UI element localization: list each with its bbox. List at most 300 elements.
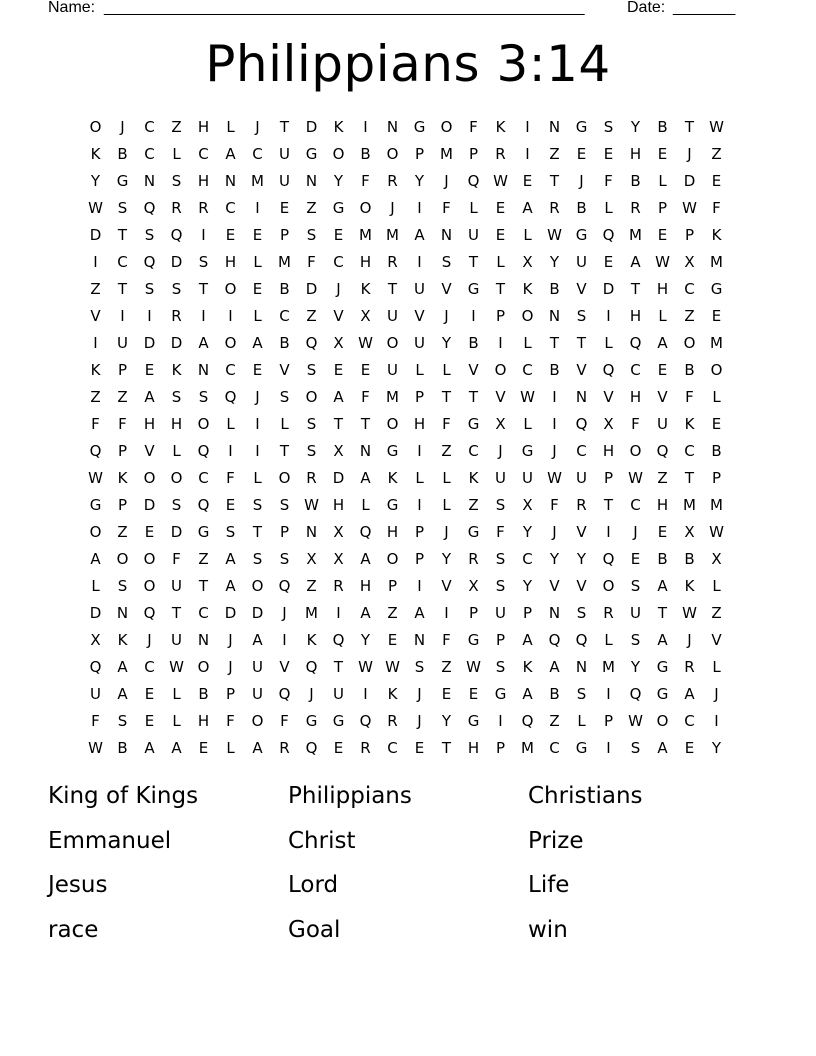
- grid-letter[interactable]: D: [89, 225, 102, 244]
- grid-letter[interactable]: O: [143, 576, 156, 595]
- grid-letter[interactable]: R: [468, 549, 479, 568]
- grid-letter[interactable]: H: [413, 414, 426, 433]
- grid-letter[interactable]: C: [684, 279, 695, 298]
- grid-letter[interactable]: E: [711, 414, 722, 433]
- grid-letter[interactable]: H: [170, 414, 183, 433]
- grid-letter[interactable]: S: [279, 387, 290, 406]
- grid-letter[interactable]: X: [711, 549, 722, 568]
- grid-letter[interactable]: J: [390, 198, 395, 217]
- grid-letter[interactable]: U: [414, 279, 425, 298]
- grid-letter[interactable]: C: [225, 198, 236, 217]
- grid-letter[interactable]: K: [711, 225, 722, 244]
- grid-letter[interactable]: A: [414, 603, 425, 622]
- grid-letter[interactable]: I: [201, 225, 206, 244]
- grid-letter[interactable]: U: [171, 576, 182, 595]
- grid-letter[interactable]: Y: [333, 171, 344, 190]
- grid-letter[interactable]: U: [657, 414, 668, 433]
- grid-letter[interactable]: C: [684, 711, 695, 730]
- grid-letter[interactable]: G: [575, 117, 588, 136]
- grid-letter[interactable]: D: [170, 522, 183, 541]
- grid-letter[interactable]: Z: [306, 198, 317, 217]
- grid-letter[interactable]: M: [440, 144, 453, 163]
- grid-letter[interactable]: C: [576, 441, 587, 460]
- grid-letter[interactable]: D: [224, 603, 237, 622]
- grid-letter[interactable]: M: [278, 252, 291, 271]
- grid-letter[interactable]: I: [525, 144, 530, 163]
- grid-letter[interactable]: P: [414, 522, 425, 541]
- grid-letter[interactable]: J: [255, 387, 260, 406]
- grid-letter[interactable]: P: [657, 198, 668, 217]
- grid-letter[interactable]: E: [144, 684, 155, 703]
- grid-letter[interactable]: S: [414, 657, 425, 676]
- grid-letter[interactable]: G: [197, 522, 210, 541]
- grid-letter[interactable]: L: [712, 657, 721, 676]
- grid-letter[interactable]: T: [117, 279, 128, 298]
- grid-letter[interactable]: B: [576, 198, 587, 217]
- grid-letter[interactable]: S: [252, 495, 263, 514]
- grid-letter[interactable]: S: [171, 495, 182, 514]
- grid-letter[interactable]: F: [469, 117, 478, 136]
- grid-letter[interactable]: L: [226, 414, 235, 433]
- grid-letter[interactable]: X: [90, 630, 101, 649]
- grid-letter[interactable]: O: [440, 117, 453, 136]
- grid-letter[interactable]: O: [656, 711, 669, 730]
- grid-letter[interactable]: L: [604, 630, 613, 649]
- grid-letter[interactable]: F: [172, 549, 181, 568]
- grid-letter[interactable]: O: [521, 306, 534, 325]
- grid-letter[interactable]: B: [549, 279, 560, 298]
- grid-letter[interactable]: O: [143, 549, 156, 568]
- grid-letter[interactable]: M: [251, 171, 264, 190]
- grid-letter[interactable]: H: [197, 171, 210, 190]
- grid-letter[interactable]: K: [333, 117, 344, 136]
- grid-letter[interactable]: M: [683, 495, 696, 514]
- grid-letter[interactable]: X: [333, 549, 344, 568]
- grid-letter[interactable]: A: [252, 738, 263, 757]
- grid-letter[interactable]: Q: [305, 657, 318, 676]
- grid-letter[interactable]: S: [252, 549, 263, 568]
- grid-letter[interactable]: S: [198, 387, 209, 406]
- grid-letter[interactable]: I: [498, 711, 503, 730]
- grid-letter[interactable]: Q: [170, 225, 183, 244]
- grid-letter[interactable]: F: [442, 414, 451, 433]
- grid-letter[interactable]: A: [360, 468, 371, 487]
- grid-letter[interactable]: I: [552, 387, 557, 406]
- grid-letter[interactable]: E: [522, 171, 533, 190]
- grid-letter[interactable]: E: [225, 495, 236, 514]
- grid-letter[interactable]: W: [358, 657, 373, 676]
- grid-letter[interactable]: D: [305, 279, 318, 298]
- grid-letter[interactable]: V: [576, 279, 587, 298]
- grid-letter[interactable]: L: [280, 414, 289, 433]
- grid-letter[interactable]: L: [172, 684, 181, 703]
- grid-letter[interactable]: E: [279, 198, 290, 217]
- grid-letter[interactable]: O: [494, 360, 507, 379]
- grid-letter[interactable]: E: [144, 711, 155, 730]
- grid-letter[interactable]: U: [576, 468, 587, 487]
- grid-letter[interactable]: V: [90, 306, 101, 325]
- grid-letter[interactable]: U: [522, 468, 533, 487]
- grid-letter[interactable]: W: [358, 333, 373, 352]
- grid-letter[interactable]: H: [224, 252, 237, 271]
- grid-letter[interactable]: Q: [278, 684, 291, 703]
- grid-letter[interactable]: I: [606, 738, 611, 757]
- grid-letter[interactable]: M: [602, 657, 615, 676]
- grid-letter[interactable]: Q: [305, 333, 318, 352]
- grid-letter[interactable]: I: [201, 306, 206, 325]
- grid-letter[interactable]: L: [469, 198, 478, 217]
- name-field[interactable]: ______________________________________________________: [104, 0, 585, 16]
- grid-letter[interactable]: Q: [521, 711, 534, 730]
- grid-letter[interactable]: O: [359, 198, 372, 217]
- grid-letter[interactable]: J: [255, 117, 260, 136]
- grid-letter[interactable]: F: [226, 711, 235, 730]
- grid-letter[interactable]: J: [228, 657, 233, 676]
- grid-letter[interactable]: R: [306, 468, 317, 487]
- grid-letter[interactable]: Z: [549, 711, 560, 730]
- grid-letter[interactable]: L: [172, 711, 181, 730]
- grid-letter[interactable]: A: [198, 333, 209, 352]
- grid-letter[interactable]: I: [444, 603, 449, 622]
- grid-letter[interactable]: J: [309, 684, 314, 703]
- grid-letter[interactable]: S: [171, 279, 182, 298]
- grid-letter[interactable]: G: [467, 630, 480, 649]
- grid-letter[interactable]: E: [576, 144, 587, 163]
- grid-letter[interactable]: B: [684, 360, 695, 379]
- grid-letter[interactable]: I: [228, 306, 233, 325]
- grid-letter[interactable]: H: [359, 576, 372, 595]
- grid-letter[interactable]: J: [444, 306, 449, 325]
- grid-letter[interactable]: C: [279, 306, 290, 325]
- grid-letter[interactable]: T: [441, 387, 452, 406]
- grid-letter[interactable]: U: [279, 144, 290, 163]
- grid-letter[interactable]: Z: [441, 441, 452, 460]
- grid-letter[interactable]: T: [684, 468, 695, 487]
- grid-letter[interactable]: W: [682, 603, 697, 622]
- grid-letter[interactable]: G: [467, 279, 480, 298]
- grid-letter[interactable]: G: [116, 171, 129, 190]
- grid-letter[interactable]: T: [198, 279, 209, 298]
- grid-letter[interactable]: K: [171, 360, 182, 379]
- grid-letter[interactable]: V: [414, 306, 425, 325]
- grid-letter[interactable]: V: [441, 576, 452, 595]
- grid-letter[interactable]: K: [684, 414, 695, 433]
- grid-letter[interactable]: R: [198, 198, 209, 217]
- grid-letter[interactable]: Y: [522, 522, 533, 541]
- grid-letter[interactable]: Z: [549, 144, 560, 163]
- grid-letter[interactable]: Y: [549, 252, 560, 271]
- grid-letter[interactable]: S: [306, 225, 317, 244]
- grid-letter[interactable]: B: [468, 333, 479, 352]
- grid-letter[interactable]: L: [658, 306, 667, 325]
- grid-letter[interactable]: R: [387, 252, 398, 271]
- grid-letter[interactable]: T: [279, 117, 290, 136]
- grid-letter[interactable]: A: [657, 738, 668, 757]
- grid-letter[interactable]: W: [628, 711, 643, 730]
- grid-letter[interactable]: G: [386, 495, 399, 514]
- grid-letter[interactable]: I: [417, 495, 422, 514]
- grid-letter[interactable]: Y: [360, 630, 371, 649]
- grid-letter[interactable]: A: [117, 684, 128, 703]
- grid-letter[interactable]: F: [307, 252, 316, 271]
- grid-letter[interactable]: Q: [359, 711, 372, 730]
- grid-letter[interactable]: V: [495, 387, 506, 406]
- grid-letter[interactable]: J: [687, 630, 692, 649]
- grid-letter[interactable]: C: [117, 252, 128, 271]
- grid-letter[interactable]: E: [495, 198, 506, 217]
- grid-letter[interactable]: L: [226, 117, 235, 136]
- grid-letter[interactable]: E: [657, 144, 668, 163]
- grid-letter[interactable]: K: [360, 279, 371, 298]
- grid-letter[interactable]: J: [714, 684, 719, 703]
- grid-letter[interactable]: S: [495, 657, 506, 676]
- grid-letter[interactable]: T: [576, 333, 587, 352]
- grid-letter[interactable]: Q: [575, 630, 588, 649]
- grid-letter[interactable]: I: [255, 198, 260, 217]
- grid-letter[interactable]: H: [602, 441, 615, 460]
- grid-letter[interactable]: C: [630, 495, 641, 514]
- grid-letter[interactable]: G: [575, 738, 588, 757]
- grid-letter[interactable]: N: [143, 171, 156, 190]
- grid-letter[interactable]: S: [198, 252, 209, 271]
- grid-letter[interactable]: L: [523, 225, 532, 244]
- grid-letter[interactable]: K: [522, 279, 533, 298]
- grid-letter[interactable]: J: [147, 630, 152, 649]
- grid-letter[interactable]: C: [522, 549, 533, 568]
- grid-letter[interactable]: M: [386, 387, 399, 406]
- grid-letter[interactable]: K: [306, 630, 317, 649]
- grid-letter[interactable]: M: [710, 252, 723, 271]
- grid-letter[interactable]: L: [523, 414, 532, 433]
- grid-letter[interactable]: S: [441, 252, 452, 271]
- grid-letter[interactable]: U: [468, 225, 479, 244]
- grid-letter[interactable]: O: [602, 576, 615, 595]
- grid-letter[interactable]: I: [255, 441, 260, 460]
- grid-letter[interactable]: O: [170, 468, 183, 487]
- grid-letter[interactable]: U: [414, 333, 425, 352]
- grid-letter[interactable]: N: [575, 657, 588, 676]
- grid-letter[interactable]: U: [495, 603, 506, 622]
- grid-letter[interactable]: L: [253, 306, 262, 325]
- grid-letter[interactable]: S: [603, 117, 614, 136]
- grid-letter[interactable]: L: [415, 468, 424, 487]
- grid-letter[interactable]: T: [387, 279, 398, 298]
- grid-letter[interactable]: O: [224, 279, 237, 298]
- grid-letter[interactable]: P: [387, 576, 398, 595]
- grid-letter[interactable]: K: [684, 576, 695, 595]
- grid-letter[interactable]: S: [306, 441, 317, 460]
- grid-letter[interactable]: E: [414, 738, 425, 757]
- grid-letter[interactable]: O: [251, 711, 264, 730]
- grid-letter[interactable]: A: [171, 738, 182, 757]
- grid-letter[interactable]: F: [631, 414, 640, 433]
- grid-letter[interactable]: T: [198, 576, 209, 595]
- grid-letter[interactable]: Z: [441, 657, 452, 676]
- grid-letter[interactable]: B: [630, 171, 641, 190]
- grid-letter[interactable]: H: [359, 252, 372, 271]
- grid-letter[interactable]: A: [414, 225, 425, 244]
- grid-letter[interactable]: Q: [629, 333, 642, 352]
- grid-letter[interactable]: P: [414, 144, 425, 163]
- grid-letter[interactable]: F: [91, 711, 100, 730]
- grid-letter[interactable]: B: [549, 684, 560, 703]
- grid-letter[interactable]: Q: [629, 684, 642, 703]
- grid-letter[interactable]: O: [89, 522, 102, 541]
- grid-letter[interactable]: I: [255, 414, 260, 433]
- grid-letter[interactable]: S: [117, 198, 128, 217]
- grid-letter[interactable]: S: [495, 495, 506, 514]
- grid-letter[interactable]: X: [603, 414, 614, 433]
- grid-letter[interactable]: R: [333, 576, 344, 595]
- grid-letter[interactable]: L: [442, 360, 451, 379]
- grid-letter[interactable]: T: [468, 252, 479, 271]
- grid-letter[interactable]: W: [466, 657, 481, 676]
- grid-letter[interactable]: D: [143, 333, 156, 352]
- grid-letter[interactable]: Y: [522, 576, 533, 595]
- grid-letter[interactable]: O: [386, 144, 399, 163]
- grid-letter[interactable]: Y: [549, 549, 560, 568]
- grid-letter[interactable]: Q: [602, 360, 615, 379]
- grid-letter[interactable]: N: [575, 387, 588, 406]
- grid-letter[interactable]: H: [629, 144, 642, 163]
- grid-letter[interactable]: S: [225, 522, 236, 541]
- grid-letter[interactable]: H: [197, 711, 210, 730]
- grid-letter[interactable]: V: [576, 360, 587, 379]
- grid-letter[interactable]: X: [333, 522, 344, 541]
- grid-letter[interactable]: I: [363, 117, 368, 136]
- grid-letter[interactable]: C: [333, 252, 344, 271]
- grid-letter[interactable]: L: [172, 144, 181, 163]
- grid-letter[interactable]: B: [711, 441, 722, 460]
- grid-letter[interactable]: A: [360, 603, 371, 622]
- grid-letter[interactable]: H: [656, 495, 669, 514]
- grid-letter[interactable]: J: [498, 441, 503, 460]
- grid-letter[interactable]: E: [360, 360, 371, 379]
- grid-letter[interactable]: K: [495, 117, 506, 136]
- grid-letter[interactable]: G: [656, 684, 669, 703]
- grid-letter[interactable]: T: [630, 279, 641, 298]
- grid-letter[interactable]: H: [197, 117, 210, 136]
- grid-letter[interactable]: F: [361, 387, 370, 406]
- grid-letter[interactable]: E: [441, 684, 452, 703]
- grid-letter[interactable]: X: [684, 522, 695, 541]
- grid-letter[interactable]: D: [683, 171, 696, 190]
- grid-letter[interactable]: T: [603, 495, 614, 514]
- grid-letter[interactable]: U: [171, 630, 182, 649]
- grid-letter[interactable]: L: [604, 333, 613, 352]
- grid-letter[interactable]: J: [417, 711, 422, 730]
- grid-letter[interactable]: O: [305, 387, 318, 406]
- grid-letter[interactable]: G: [467, 711, 480, 730]
- grid-letter[interactable]: E: [333, 738, 344, 757]
- grid-letter[interactable]: M: [710, 333, 723, 352]
- grid-letter[interactable]: A: [549, 657, 560, 676]
- grid-letter[interactable]: F: [712, 198, 721, 217]
- grid-letter[interactable]: L: [577, 711, 586, 730]
- grid-letter[interactable]: P: [468, 603, 479, 622]
- grid-letter[interactable]: B: [360, 144, 371, 163]
- grid-letter[interactable]: W: [520, 387, 535, 406]
- grid-letter[interactable]: I: [282, 630, 287, 649]
- grid-letter[interactable]: X: [333, 441, 344, 460]
- grid-letter[interactable]: Q: [197, 441, 210, 460]
- grid-letter[interactable]: J: [228, 630, 233, 649]
- grid-letter[interactable]: S: [630, 630, 641, 649]
- grid-letter[interactable]: C: [522, 360, 533, 379]
- grid-letter[interactable]: D: [602, 279, 615, 298]
- grid-letter[interactable]: P: [414, 549, 425, 568]
- grid-letter[interactable]: T: [549, 333, 560, 352]
- grid-letter[interactable]: Z: [711, 603, 722, 622]
- grid-letter[interactable]: H: [629, 387, 642, 406]
- grid-letter[interactable]: S: [306, 360, 317, 379]
- grid-letter[interactable]: Q: [143, 603, 156, 622]
- grid-letter[interactable]: U: [333, 684, 344, 703]
- grid-letter[interactable]: A: [90, 549, 101, 568]
- grid-letter[interactable]: G: [494, 684, 507, 703]
- grid-letter[interactable]: I: [471, 306, 476, 325]
- grid-letter[interactable]: I: [606, 306, 611, 325]
- grid-letter[interactable]: S: [630, 738, 641, 757]
- grid-letter[interactable]: P: [684, 225, 695, 244]
- grid-letter[interactable]: T: [279, 441, 290, 460]
- grid-letter[interactable]: Z: [684, 306, 695, 325]
- grid-letter[interactable]: X: [306, 549, 317, 568]
- grid-letter[interactable]: E: [252, 279, 263, 298]
- grid-letter[interactable]: W: [709, 522, 724, 541]
- grid-letter[interactable]: R: [549, 198, 560, 217]
- grid-letter[interactable]: G: [413, 117, 426, 136]
- grid-letter[interactable]: J: [336, 279, 341, 298]
- grid-letter[interactable]: P: [279, 522, 290, 541]
- grid-letter[interactable]: V: [576, 522, 587, 541]
- grid-letter[interactable]: Q: [305, 738, 318, 757]
- grid-letter[interactable]: H: [467, 738, 480, 757]
- grid-letter[interactable]: W: [385, 657, 400, 676]
- grid-letter[interactable]: C: [468, 441, 479, 460]
- grid-letter[interactable]: Q: [656, 441, 669, 460]
- grid-letter[interactable]: Q: [89, 657, 102, 676]
- grid-letter[interactable]: T: [495, 279, 506, 298]
- grid-letter[interactable]: A: [225, 144, 236, 163]
- grid-letter[interactable]: P: [468, 144, 479, 163]
- grid-letter[interactable]: E: [684, 738, 695, 757]
- grid-letter[interactable]: R: [603, 603, 614, 622]
- grid-letter[interactable]: M: [386, 225, 399, 244]
- grid-letter[interactable]: I: [93, 252, 98, 271]
- grid-letter[interactable]: S: [279, 495, 290, 514]
- grid-letter[interactable]: V: [576, 576, 587, 595]
- grid-letter[interactable]: L: [253, 468, 262, 487]
- grid-letter[interactable]: P: [117, 441, 128, 460]
- grid-letter[interactable]: F: [496, 522, 505, 541]
- grid-letter[interactable]: F: [442, 630, 451, 649]
- grid-letter[interactable]: B: [279, 279, 290, 298]
- grid-letter[interactable]: Z: [657, 468, 668, 487]
- grid-letter[interactable]: V: [441, 279, 452, 298]
- grid-letter[interactable]: A: [117, 657, 128, 676]
- grid-letter[interactable]: T: [171, 603, 182, 622]
- grid-letter[interactable]: W: [88, 738, 103, 757]
- grid-letter[interactable]: A: [657, 576, 668, 595]
- grid-letter[interactable]: C: [225, 360, 236, 379]
- grid-letter[interactable]: I: [606, 522, 611, 541]
- grid-letter[interactable]: F: [91, 414, 100, 433]
- grid-letter[interactable]: U: [252, 657, 263, 676]
- grid-letter[interactable]: N: [305, 171, 318, 190]
- grid-letter[interactable]: H: [386, 522, 399, 541]
- grid-letter[interactable]: K: [117, 468, 128, 487]
